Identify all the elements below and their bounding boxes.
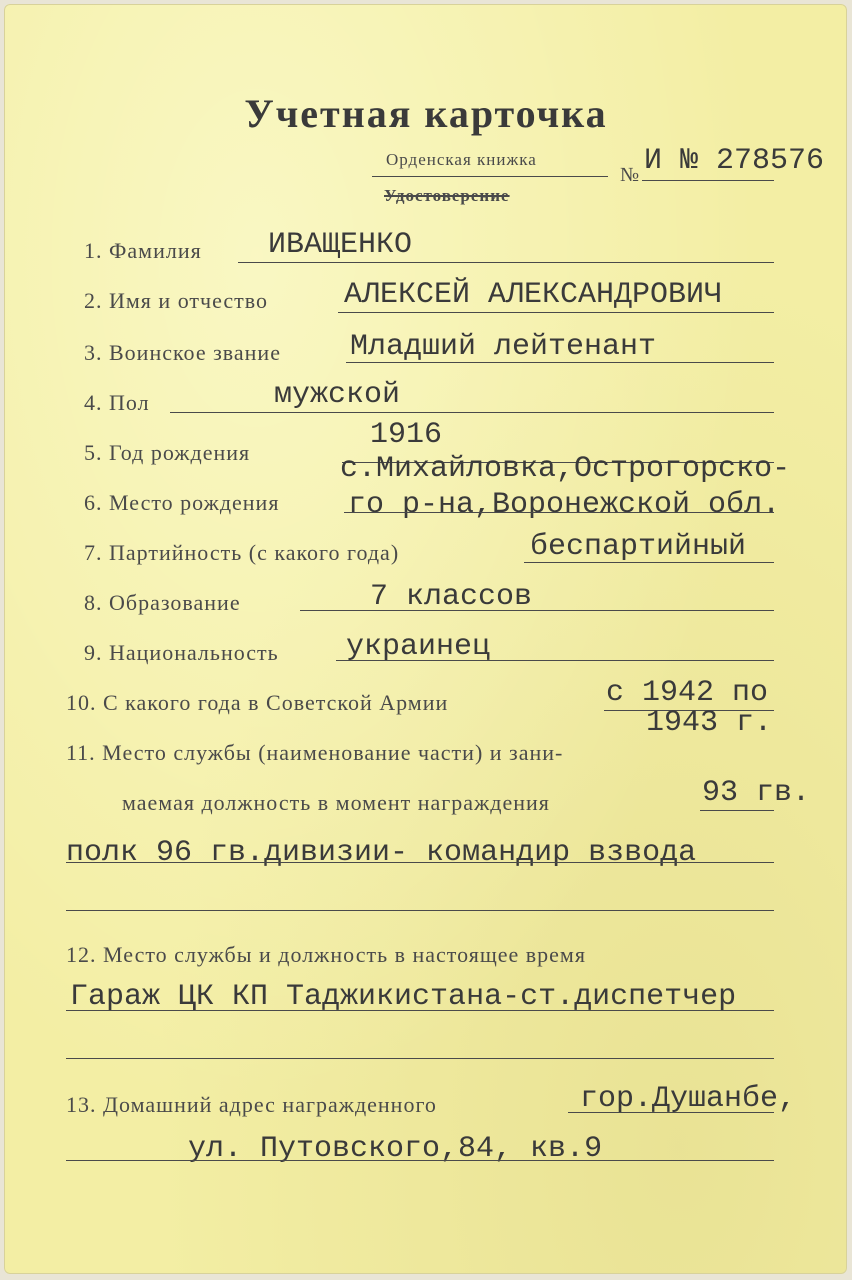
order-book-number: И № 278576 xyxy=(644,144,825,178)
underline-service-place-3 xyxy=(66,910,774,911)
value-current-service: Гараж ЦК КП Таджикистана-ст.диспетчер xyxy=(70,980,737,1014)
underline-service-place-2 xyxy=(66,862,774,863)
underline-nationality xyxy=(336,660,774,661)
value-rank: Младший лейтенант xyxy=(350,330,657,364)
value-party: беспартийный xyxy=(530,530,747,564)
label-birthplace: 6. Место рождения xyxy=(84,490,280,515)
label-rank: 3. Воинское звание xyxy=(84,340,281,365)
value-home-address-line2: ул. Путовского,84, кв.9 xyxy=(188,1132,603,1166)
label-current-service: 12. Место службы и должность в настоящее время xyxy=(66,942,586,967)
value-army-since-line2: 1943 г. xyxy=(646,706,773,740)
label-army-since: 10. С какого года в Советской Армии xyxy=(66,690,449,715)
underline-rank xyxy=(346,362,774,363)
underline-sex xyxy=(170,412,774,413)
label-service-place-line2: маемая должность в момент награждения xyxy=(122,790,550,815)
underline-current-service-1 xyxy=(66,1010,774,1011)
underline-party xyxy=(524,562,774,563)
value-service-place-line2: полк 96 гв.дивизии- командир взвода xyxy=(66,836,697,870)
underline-name-patronymic xyxy=(338,312,774,313)
value-nationality: украинец xyxy=(346,630,491,664)
value-service-place-line1: 93 гв. xyxy=(702,776,811,810)
value-sex: мужской xyxy=(274,378,401,412)
underline-service-place-1 xyxy=(700,810,774,811)
label-birth-year: 5. Год рождения xyxy=(84,440,251,465)
number-underline xyxy=(642,180,774,181)
value-home-address-line1: гор.Душанбе, xyxy=(580,1082,797,1116)
underline-education xyxy=(300,610,774,611)
label-name-patronymic: 2. Имя и отчество xyxy=(84,288,269,313)
label-education: 8. Образование xyxy=(84,590,241,615)
label-nationality: 9. Национальность xyxy=(84,640,279,665)
label-home-address: 13. Домашний адрес награжденного xyxy=(66,1092,437,1117)
book-type-underline xyxy=(372,176,608,177)
value-army-since-line1: с 1942 по xyxy=(606,676,769,710)
underline-home-address-1 xyxy=(568,1112,774,1113)
value-birth-year: 1916 xyxy=(370,418,443,452)
underline-home-address-2 xyxy=(66,1160,774,1161)
label-surname: 1. Фамилия xyxy=(84,238,202,263)
underline-current-service-2 xyxy=(66,1058,774,1059)
value-birthplace-line2: го р-на,Воронежской обл. xyxy=(348,488,781,522)
value-education: 7 классов xyxy=(370,580,533,614)
number-prefix: № xyxy=(620,164,640,186)
underline-birthplace xyxy=(344,512,774,513)
value-birthplace-line1: с.Михайловка,Острогорско- xyxy=(340,452,791,486)
book-type: Орденская книжка xyxy=(386,150,537,169)
value-surname: ИВАЩЕНКО xyxy=(268,228,413,262)
label-service-place-line1: 11. Место службы (наименование части) и зани- xyxy=(66,740,564,765)
value-name-patronymic: АЛЕКСЕЙ АЛЕКСАНДРОВИЧ xyxy=(344,278,723,312)
card-title: Учетная карточка xyxy=(244,91,608,136)
label-sex: 4. Пол xyxy=(84,390,150,415)
struck-word: Удостоверение xyxy=(384,186,510,205)
label-party: 7. Партийность (с какого года) xyxy=(84,540,400,565)
underline-surname xyxy=(238,262,774,263)
